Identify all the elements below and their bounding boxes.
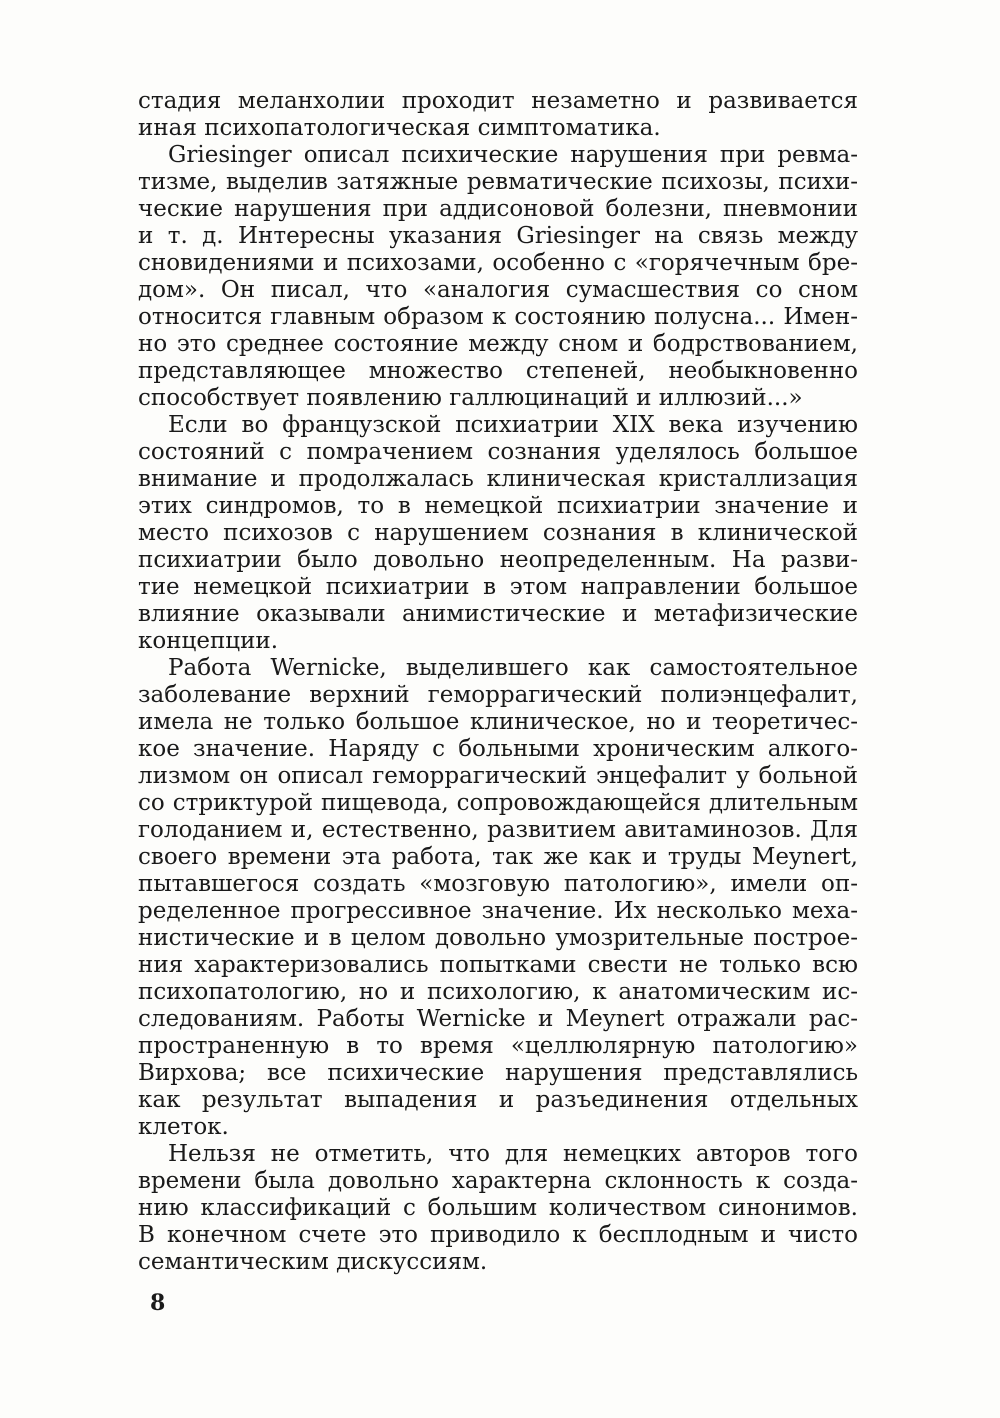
text-line: Вирхова; все психические нарушения представлялись <box>138 1060 858 1086</box>
paragraph <box>138 88 858 142</box>
text-line: Нельзя не отметить, что для немецких авторов того <box>168 1141 858 1167</box>
text-line: клеток. <box>138 1114 229 1140</box>
text-line: заболевание верхний геморрагический полиэнцефалит, <box>138 682 858 708</box>
text-line: имела не только большое клиническое, но и теоретичес- <box>138 709 858 735</box>
text-line: нистические и в целом довольно умозрительные построе- <box>138 925 858 951</box>
text-line: своего времени эта работа, так же как и труды Meynert, <box>138 844 858 870</box>
text-line: пытавшегося создать «мозговую патологию», имели оп- <box>138 871 858 897</box>
text-line: тизме, выделив затяжные ревматические психозы, психи- <box>138 169 858 195</box>
text-line: представляющее множество степеней, необыкновенно <box>138 358 858 384</box>
text-line: В конечном счете это приводило к бесплодным и чисто <box>138 1222 858 1248</box>
text-line: Если во французской психиатрии XIX века изучению <box>168 412 858 438</box>
text-line: психопатологию, но и психологию, к анатомическим ис- <box>138 979 858 1005</box>
text-line: дом». Он писал, что «аналогия сумасшествия со сном <box>138 277 858 303</box>
text-line: внимание и продолжалась клиническая кристаллизация <box>138 466 858 492</box>
text-line: голоданием и, естественно, развитием авитаминозов. Для <box>138 817 858 843</box>
text-line: нию классификаций с большим количеством синонимов. <box>138 1195 858 1221</box>
text-line: ределенное прогрессивное значение. Их несколько меха- <box>138 898 858 924</box>
text-line: ния характеризовались попытками свести не только всю <box>138 952 858 978</box>
text-line: концепции. <box>138 628 279 654</box>
paragraph <box>138 655 858 1141</box>
page-number: 8 <box>150 1290 166 1316</box>
text-line: со стриктурой пищевода, сопровождающейся длительным <box>138 790 858 816</box>
text-line: как результат выпадения и разъединения отдельных <box>138 1087 858 1113</box>
text-line: кое значение. Наряду с больными хроническим алкого- <box>138 736 858 762</box>
text-line: способствует появлению галлюцинаций и иллюзий...» <box>138 385 803 411</box>
text-line: следованиям. Работы Wernicke и Meynert отражали рас- <box>138 1006 858 1032</box>
text-line: стадия меланхолии проходит незаметно и развивается <box>138 88 858 114</box>
text-line: этих синдромов, то в немецкой психиатрии значение и <box>138 493 858 519</box>
text-line: тие немецкой психиатрии в этом направлении большое <box>138 574 858 600</box>
text-line: относится главным образом к состоянию полусна... Имен- <box>138 304 858 330</box>
text-line: Griesinger описал психические нарушения при ревма- <box>168 142 858 168</box>
text-line: времени была довольно характерна склонность к созда- <box>138 1168 858 1194</box>
text-line: пространенную в то время «целлюлярную патологию» <box>138 1033 858 1059</box>
text-line: психиатрии было довольно неопределенным. На разви- <box>138 547 858 573</box>
paragraph <box>138 1141 858 1276</box>
text-line: ческие нарушения при аддисоновой болезни, пневмонии <box>138 196 858 222</box>
text-line: влияние оказывали анимистические и метафизические <box>138 601 858 627</box>
text-line: состояний с помрачением сознания уделялось большое <box>138 439 858 465</box>
text-line: иная психопатологическая симптоматика. <box>138 115 661 141</box>
text-line: семантическим дискуссиям. <box>138 1249 488 1275</box>
text-line: место психозов с нарушением сознания в клинической <box>138 520 858 546</box>
paragraph <box>138 142 858 412</box>
text-line: но это среднее состояние между сном и бодрствованием, <box>138 331 858 357</box>
text-line: лизмом он описал геморрагический энцефалит у больной <box>138 763 858 789</box>
text-line: Работа Wernicke, выделившего как самостоятельное <box>168 655 858 681</box>
paragraph <box>138 412 858 655</box>
text-line: и т. д. Интересны указания Griesinger на связь между <box>138 223 858 249</box>
body-text <box>138 88 858 1276</box>
text-line: сновидениями и психозами, особенно с «горячечным бре- <box>138 250 858 276</box>
